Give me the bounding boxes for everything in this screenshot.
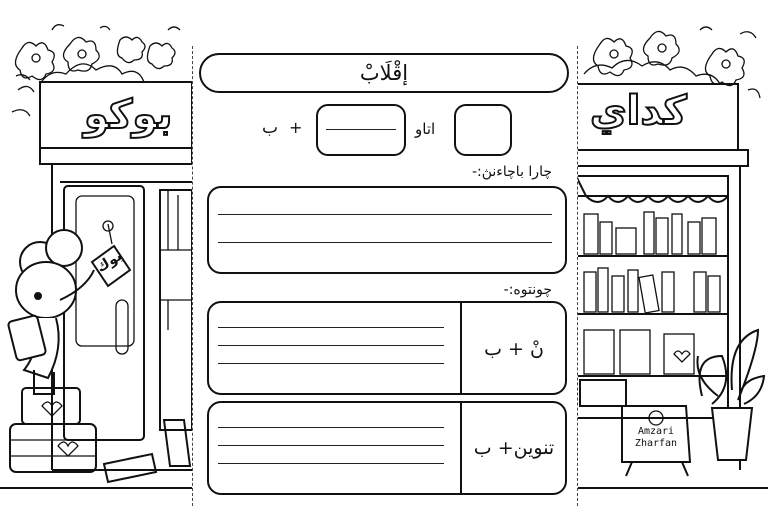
or-word: اتاو bbox=[415, 120, 436, 138]
plus-sign: + bbox=[289, 118, 303, 137]
answer-box-blank[interactable] bbox=[316, 104, 406, 156]
example-row-2-divider bbox=[460, 402, 462, 494]
letter-b: ب bbox=[262, 118, 279, 138]
right-shop-sign: كداي bbox=[590, 88, 687, 134]
example-row-1-label: نْ + ب bbox=[484, 338, 544, 360]
worksheet-title bbox=[199, 53, 569, 93]
title-text: إقْلَابْ bbox=[359, 61, 409, 85]
example-row-2-label: تنوين+ ب bbox=[473, 437, 555, 459]
blank-line bbox=[326, 129, 396, 130]
example-row-2-line-3 bbox=[218, 463, 444, 464]
example-row-2-line-1 bbox=[218, 427, 444, 428]
example-row-2-line-2 bbox=[218, 445, 444, 446]
example-row-1-line-1 bbox=[218, 327, 444, 328]
credit-line-1: Amzari bbox=[637, 426, 675, 437]
potted-plant bbox=[697, 330, 764, 460]
examples-heading: چونتوه:- bbox=[503, 282, 552, 298]
credit-label bbox=[628, 426, 684, 450]
credit-line-2: Zharfan bbox=[634, 438, 678, 449]
example-row-1-line-2 bbox=[218, 345, 444, 346]
door-tag-text: بوك bbox=[93, 248, 126, 276]
answer-box-letter[interactable] bbox=[454, 104, 512, 156]
method-answer-box[interactable] bbox=[207, 186, 567, 274]
left-shop-sign: بوكو bbox=[84, 92, 173, 138]
writing-line-1 bbox=[218, 214, 552, 215]
example-row-1-line-3 bbox=[218, 363, 444, 364]
example-row-1-divider bbox=[460, 302, 462, 394]
method-heading: چارا باچاءنڽ:- bbox=[471, 164, 552, 180]
writing-line-2 bbox=[218, 242, 552, 243]
bear-character bbox=[8, 230, 94, 394]
